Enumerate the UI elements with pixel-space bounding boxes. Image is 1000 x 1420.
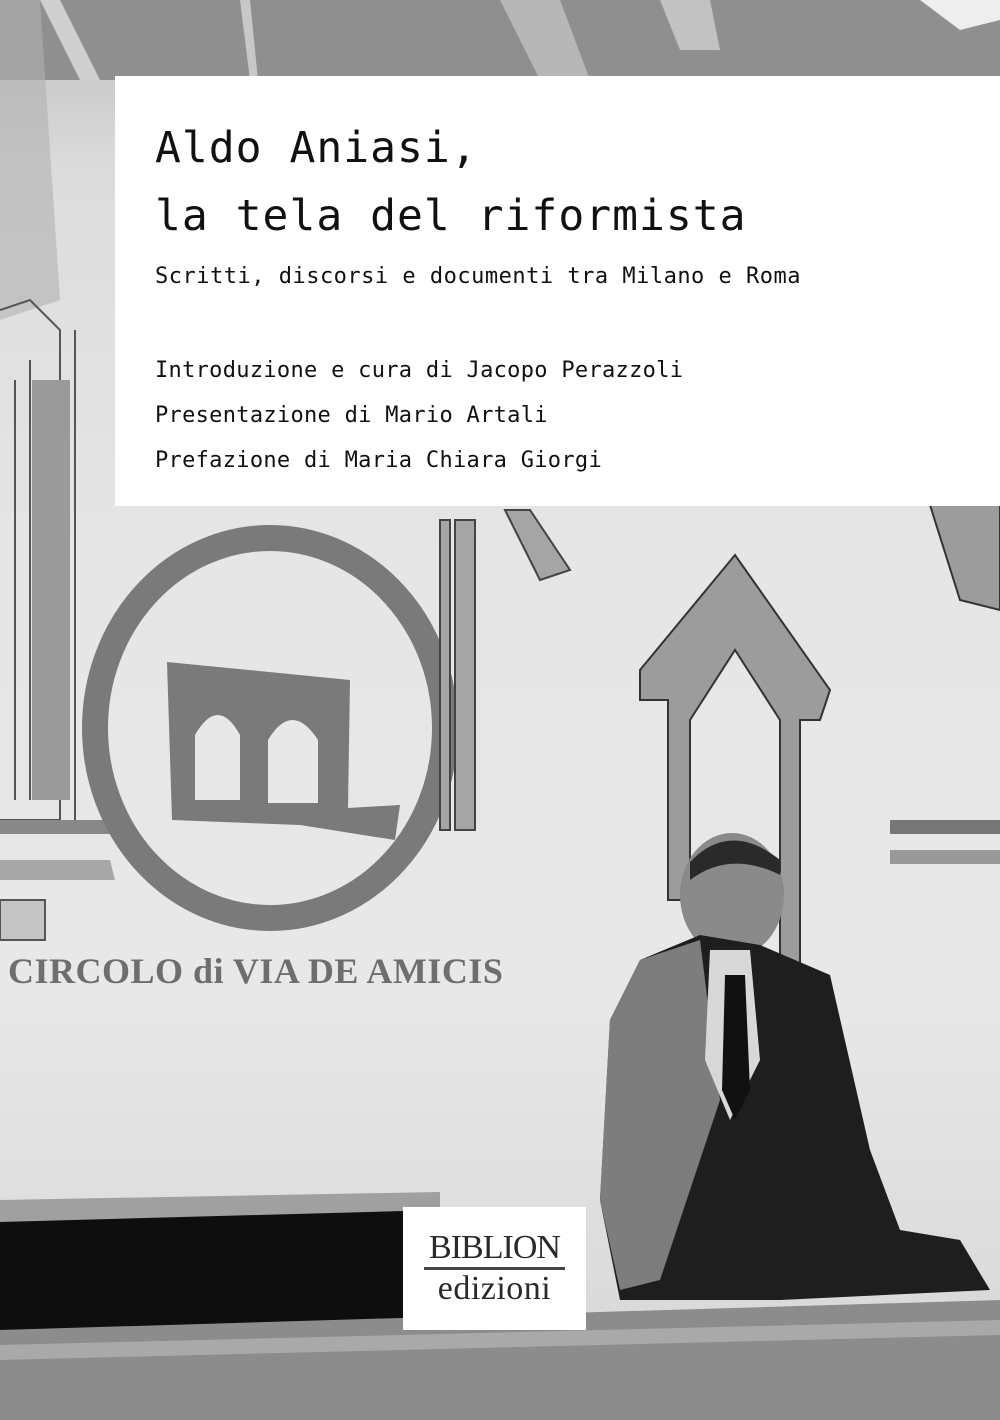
- book-title: [155, 114, 747, 250]
- wall-sign-text: CIRCOLO di VIA DE AMICIS: [8, 951, 504, 991]
- title-line-2: la tela del riformista: [155, 191, 747, 241]
- book-subtitle: Scritti, discorsi e documenti tra Milano e Roma: [155, 264, 802, 289]
- credits-list: [155, 348, 683, 483]
- credit-presentation: Presentazione di Mario Artali: [155, 403, 548, 428]
- credit-introduction: Introduzione e cura di Jacopo Perazzoli: [155, 358, 684, 383]
- publisher-logo: [403, 1207, 586, 1330]
- title-line-1: Aldo Aniasi,: [155, 123, 478, 173]
- publisher-name: BIBLION: [429, 1229, 560, 1266]
- title-box: [115, 76, 1000, 506]
- credit-preface: Prefazione di Maria Chiara Giorgi: [155, 448, 602, 473]
- publisher-subname: edizioni: [437, 1270, 552, 1307]
